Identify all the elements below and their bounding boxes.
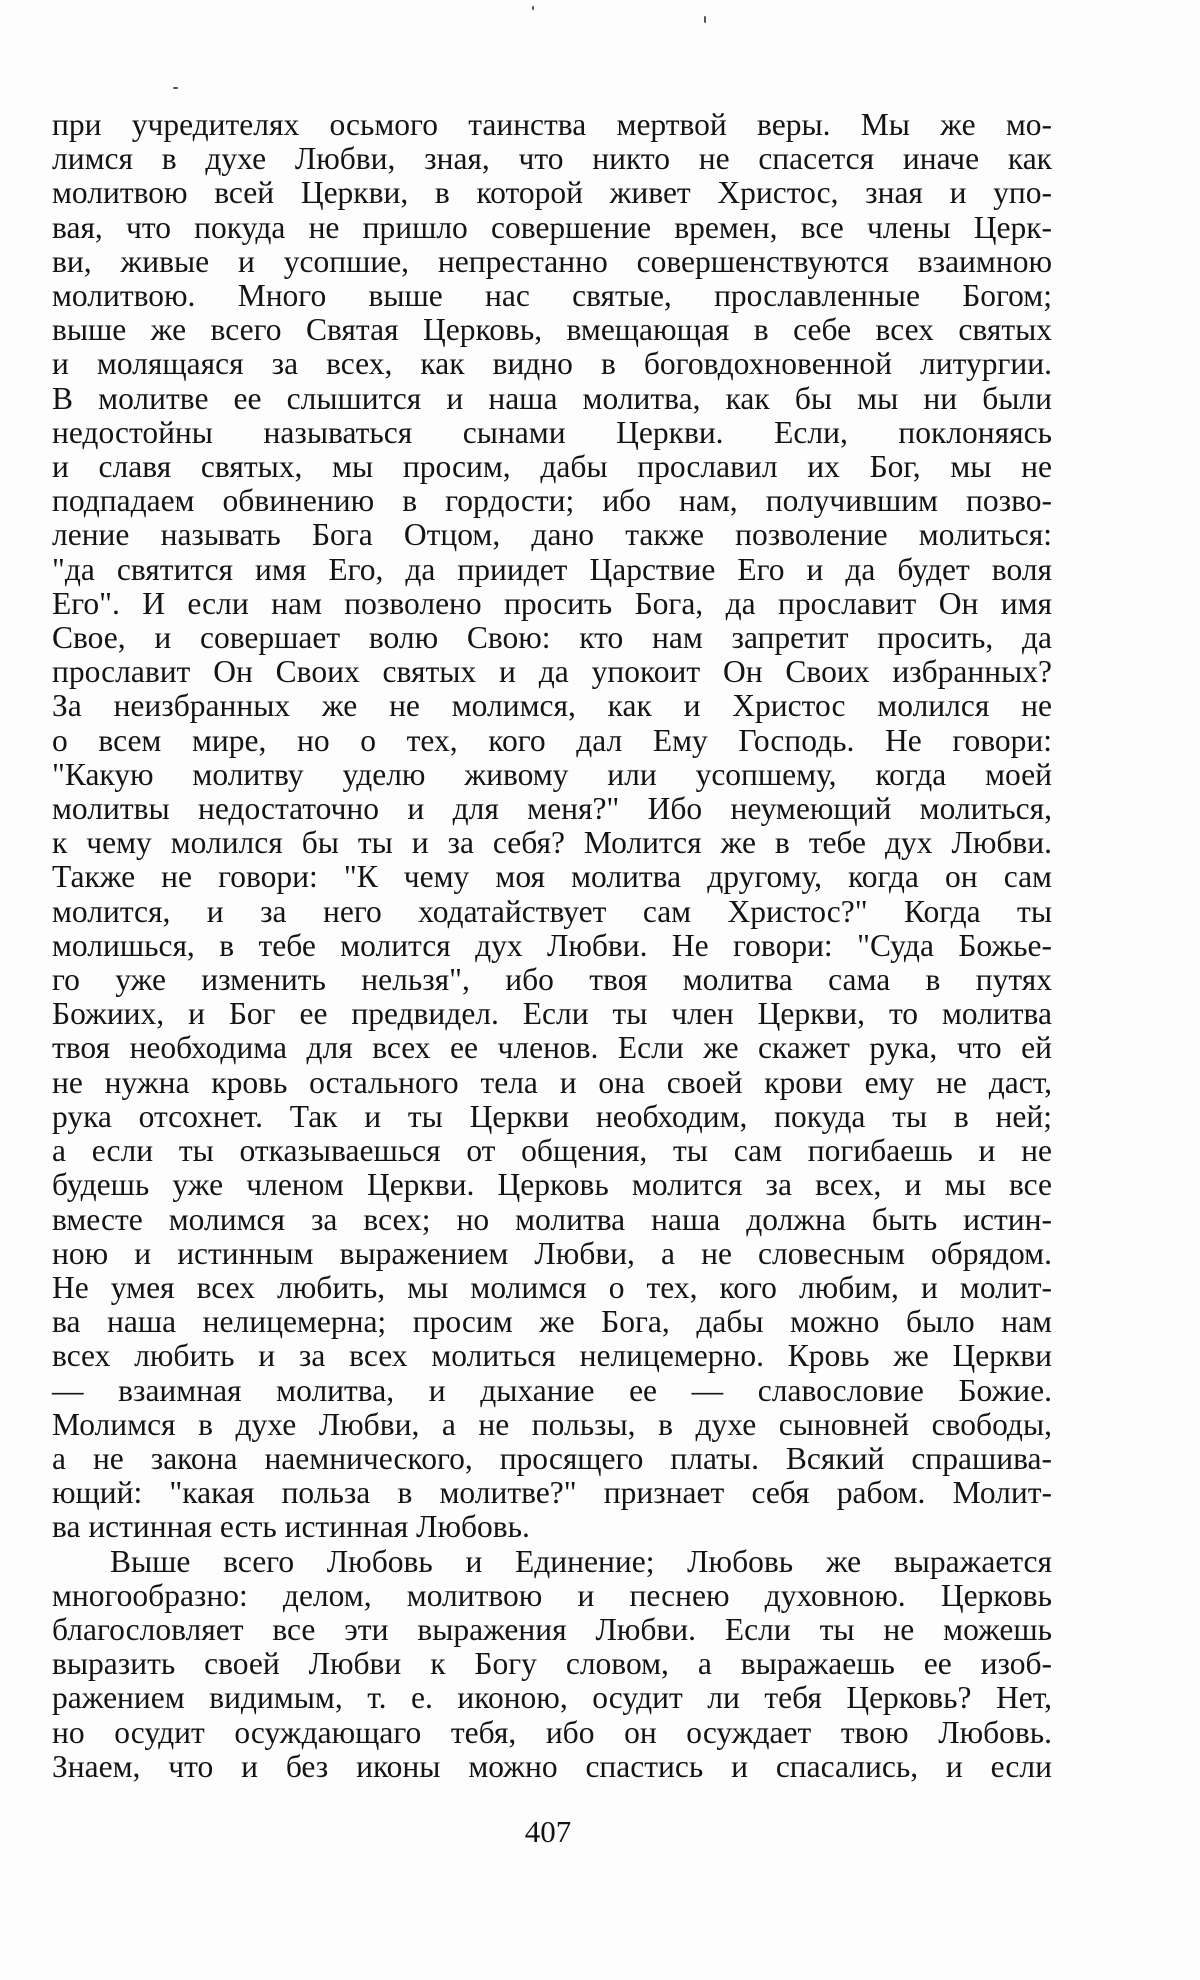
text-line: твоя необходима для всех ее членов. Если же скажет рука, что ей (52, 1030, 1052, 1066)
text-line: не нужна кровь остального тела и она своей крови ему не даст, (52, 1064, 1052, 1100)
text-line: всех любить и за всех молиться нелицемерно. Кровь же Церкви (52, 1338, 1052, 1374)
text-line: За неизбранных же не молимся, как и Христос молился не (52, 688, 1052, 724)
text-line: а не закона наемнического, просящего платы. Всякий спрашива- (52, 1440, 1052, 1476)
text-line: Также не говори: "К чему моя молитва другому, когда он сам (52, 859, 1052, 895)
text-line: — взаимная молитва, и дыхание ее — славословие Божие. (52, 1372, 1052, 1408)
text-line: но осудит осуждающаго тебя, ибо он осуждает твою Любовь. (52, 1714, 1052, 1750)
text-line: выше же всего Святая Церковь, вмещающая в себе всех святых (52, 312, 1052, 348)
scan-speck (532, 6, 534, 10)
text-line: ющий: "какая польза в молитве?" признает себя рабом. Молит- (52, 1475, 1052, 1511)
paragraph (52, 1545, 1052, 1784)
text-line: ва истинная есть истинная Любовь. (52, 1509, 530, 1545)
text-line: недостойны называться сынами Церкви. Если, поклоняясь (52, 414, 1052, 450)
text-line: Выше всего Любовь и Единение; Любовь же выражается (110, 1543, 1052, 1579)
text-line: ражением видимым, т. е. иконою, осудит ли тебя Церковь? Нет, (52, 1680, 1052, 1716)
text-line: благословляет все эти выражения Любви. Если ты не можешь (52, 1611, 1052, 1647)
text-line: ление называть Бога Отцом, дано также позволение молиться: (52, 517, 1052, 553)
text-line: ва наша нелицемерна; просим же Бога, дабы можно было нам (52, 1304, 1052, 1340)
text-line: "да святится имя Его, да приидет Царствие Его и да будет воля (52, 551, 1052, 587)
text-line: о всем мире, но о тех, кого дал Ему Господь. Не говори: (52, 722, 1052, 758)
page-number: 407 (524, 1814, 572, 1849)
text-line: молится, и за него ходатайствует сам Христос?" Когда ты (52, 893, 1052, 929)
text-line: молишься, в тебе молится дух Любви. Не говори: "Суда Божье- (52, 927, 1052, 963)
text-line: Не умея всех любить, мы молимся о тех, кого любим, и молит- (52, 1269, 1052, 1305)
scan-speck (704, 16, 706, 23)
text-line: Его". И если нам позволено просить Бога, да прославит Он имя (52, 585, 1052, 621)
text-line: Божиих, и Бог ее предвидел. Если ты член Церкви, то молитва (52, 996, 1052, 1032)
text-line: подпадаем обвинению в гордости; ибо нам, получившим позво- (52, 483, 1052, 519)
text-line: ною и истинным выражением Любви, а не словесным обрядом. (52, 1235, 1052, 1271)
text-line: и славя святых, мы просим, дабы прославил их Бог, мы не (52, 449, 1052, 485)
body-text (52, 108, 1052, 1784)
text-line: лимся в духе Любви, зная, что никто не спасется иначе как (52, 141, 1052, 177)
paragraph (52, 108, 1052, 1545)
text-line: рука отсохнет. Так и ты Церкви необходим, покуда ты в ней; (52, 1098, 1052, 1134)
text-line: "Какую молитву уделю живому или усопшему, когда моей (52, 756, 1052, 792)
text-line: будешь уже членом Церкви. Церковь молится за всех, и мы все (52, 1167, 1052, 1203)
text-line: прославит Он Своих святых и да упокоит Он Своих избранных? (52, 654, 1052, 690)
text-line: ви, живые и усопшие, непрестанно совершенствуются взаимною (52, 243, 1052, 279)
text-line: при учредителях осьмого таинства мертвой веры. Мы же мо- (52, 107, 1052, 142)
text-line: молитвою всей Церкви, в которой живет Христос, зная и упо- (52, 175, 1052, 211)
text-line: вая, что покуда не пришло совершение времен, все члены Церк- (52, 209, 1052, 245)
text-line: выразить своей Любви к Богу словом, а выражаешь ее изоб- (52, 1646, 1052, 1682)
text-line: Знаем, что и без иконы можно спастись и спасались, и если (52, 1748, 1052, 1784)
text-line: многообразно: делом, молитвою и песнею духовною. Церковь (52, 1577, 1052, 1613)
text-line: к чему молился бы ты и за себя? Молится же в тебе дух Любви. (52, 825, 1052, 861)
text-line: молитвою. Много выше нас святые, прославленные Богом; (52, 278, 1052, 314)
text-line: молитвы недостаточно и для меня?" Ибо неумеющий молиться, (52, 791, 1052, 827)
text-line: Свое, и совершает волю Свою: кто нам запретит просить, да (52, 620, 1052, 656)
text-line: Молимся в духе Любви, а не пользы, в духе сыновней свободы, (52, 1406, 1052, 1442)
scan-speck (173, 87, 178, 89)
text-line: а если ты отказываешься от общения, ты сам погибаешь и не (52, 1133, 1052, 1169)
text-line: и молящаяся за всех, как видно в боговдохновенной литургии. (52, 346, 1052, 382)
text-line: В молитве ее слышится и наша молитва, как бы мы ни были (52, 380, 1052, 416)
text-line: вместе молимся за всех; но молитва наша должна быть истин- (52, 1201, 1052, 1237)
text-line: го уже изменить нельзя", ибо твоя молитва сама в путях (52, 962, 1052, 998)
